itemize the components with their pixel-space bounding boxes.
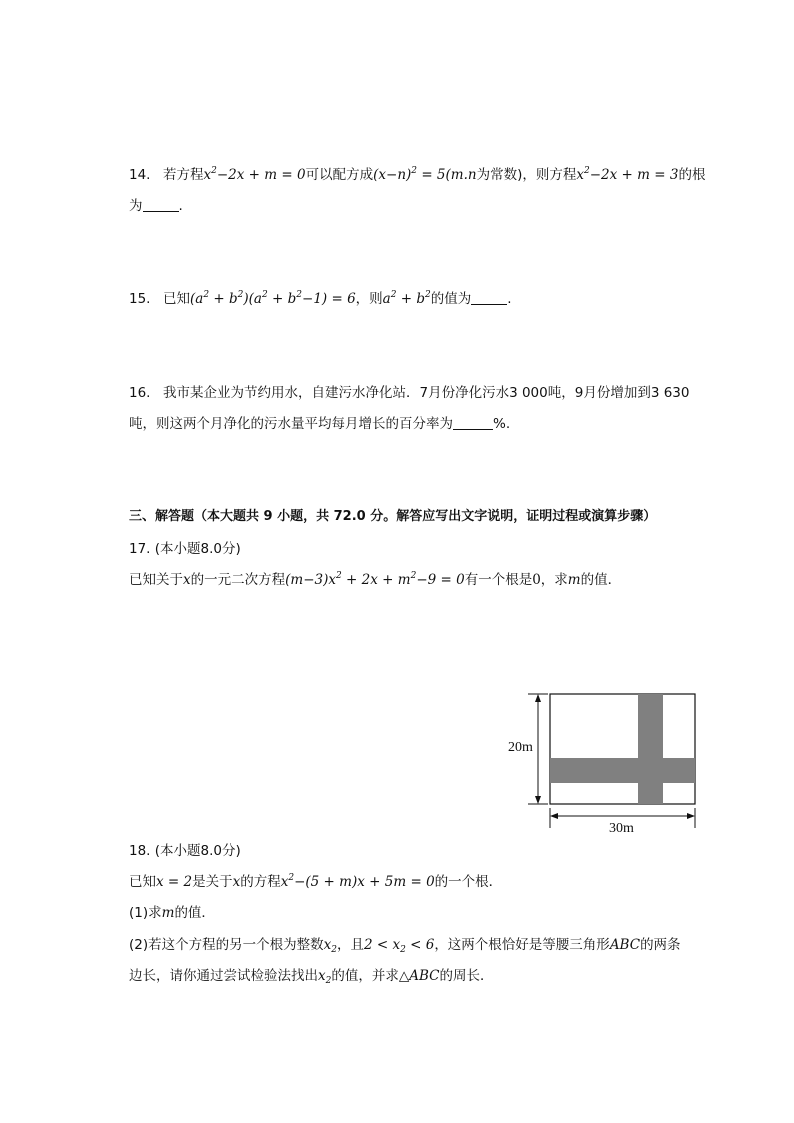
q16-number: 16. bbox=[129, 385, 151, 401]
q14-answer-blank[interactable] bbox=[143, 197, 179, 212]
q18-part-2-line-1: (2)若这个方程的另一个根为整数$x_2$，且$2 < x_2 < 6$，这两个根恰好是等腰三角形ABC的两条 bbox=[129, 937, 681, 955]
rectangular-field-figure bbox=[505, 688, 705, 838]
q14-equation-3: $x^2-2x + m = 3$ bbox=[576, 166, 679, 183]
q14-number: 14. bbox=[129, 167, 151, 183]
q15-number: 15. bbox=[129, 291, 151, 307]
q18-equation: $x^2-(5 + m)x + 5m = 0$ bbox=[280, 873, 435, 890]
q16-line-1: 16. 我市某企业为节约用水，自建污水净化站．7月份净化污水3 000吨，9月份增加到3 630 bbox=[129, 385, 690, 401]
section-heading: 三、解答题（本大题共 9 小题，共 72.0 分。解答应写出文字说明，证明过程或演算步骤） bbox=[129, 509, 657, 524]
height-label: 20m bbox=[508, 740, 533, 755]
q16-line-2: 吨，则这两个月净化的污水量平均每月增长的百分率为 %. bbox=[129, 416, 511, 432]
horizontal-path bbox=[550, 758, 695, 783]
q18-header: 18. (本小题8.0分) bbox=[129, 843, 241, 859]
q18-part-2-line-2: 边长，请你通过尝试检验法找出$x_2$的值，并求△ABC的周长． bbox=[129, 968, 494, 986]
vertical-path bbox=[638, 694, 663, 804]
q15-equation-1: $(a^2 + b^2)(a^2 + b^2-1) = 6$ bbox=[190, 290, 356, 307]
q18-line-1: 已知x = 2是关于x的方程$x^2-(5 + m)x + 5m = 0$的一个根． bbox=[129, 873, 503, 890]
q15-expression: $a^2 + b^2$ bbox=[382, 290, 431, 307]
q17-header: 17. (本小题8.0分) bbox=[129, 541, 241, 557]
q17-line: 已知关于x的一元二次方程$(m-3)x^2 + 2x + m^2-9 = 0$有一个根是0，求m的值． bbox=[129, 571, 622, 588]
q14-equation-1: $x^2-2x + m = 0$ bbox=[203, 166, 306, 183]
q15-line: 15. 已知$(a^2 + b^2)(a^2 + b^2-1) = 6$，则$a^2 + b^2$的值为 . bbox=[129, 290, 512, 307]
q18-part-1: (1)求m的值． bbox=[129, 905, 215, 921]
q16-answer-blank[interactable] bbox=[453, 415, 493, 430]
q14-line-1: 14. 若方程$x^2-2x + m = 0$可以配方成$(x-n)^2 = 5(m.n$为常数)，则方程$x^2-2x + m = 3$的根 bbox=[129, 166, 706, 183]
q14-equation-2: $(x-n)^2 = 5(m.n$ bbox=[373, 166, 477, 183]
width-label: 30m bbox=[609, 821, 634, 836]
q17-equation: $(m-3)x^2 + 2x + m^2-9 = 0$ bbox=[285, 571, 465, 588]
q14-line-2: 为 . bbox=[129, 198, 183, 214]
q15-answer-blank[interactable] bbox=[471, 290, 507, 305]
field-rectangle bbox=[550, 694, 695, 804]
